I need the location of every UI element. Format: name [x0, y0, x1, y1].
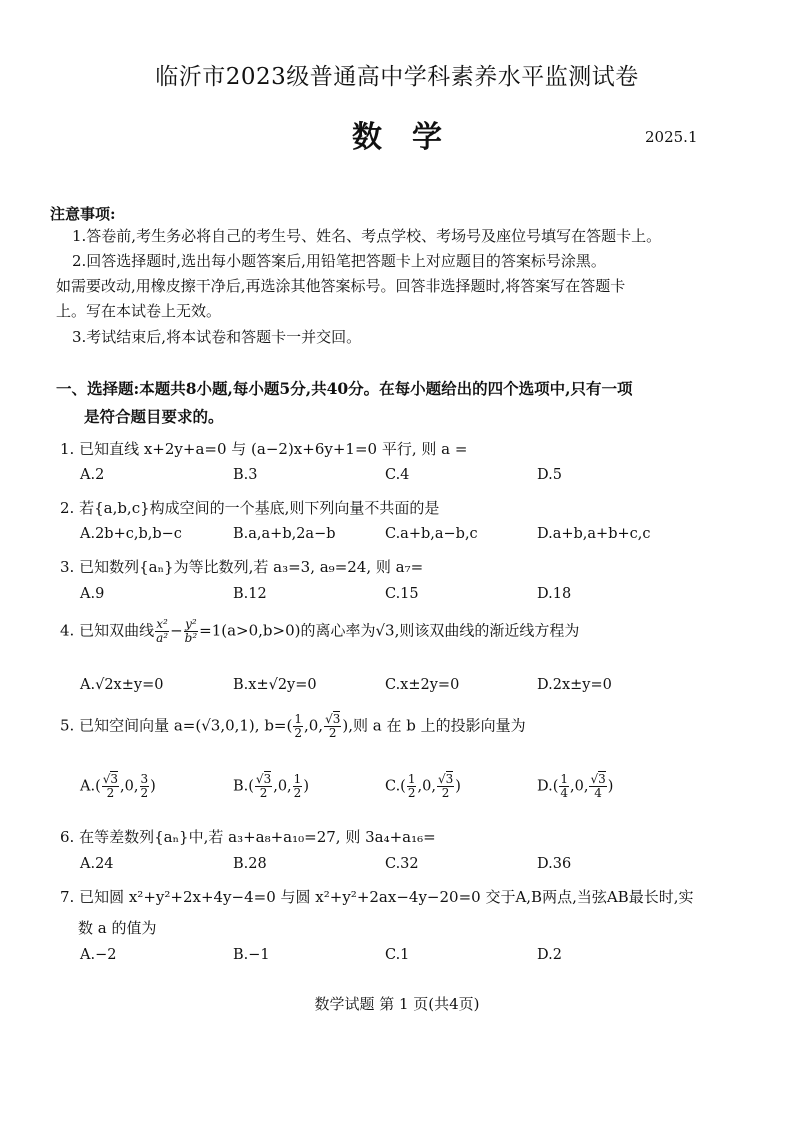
q3-option-c: C.15: [385, 586, 419, 602]
question-7-stem: 7. 已知圆 x²+y²+2x+4y−4=0 与圆 x²+y²+2ax−4y−20=0 交于A,B两点,当弦AB最长时,实: [60, 888, 694, 906]
q7-option-a: A.−2: [80, 947, 117, 963]
exam-title: 临沂市2023级普通高中学科素养水平监测试卷: [155, 64, 639, 90]
section-heading: 一、选择题:本题共8小题,每小题5分,共40分。在每小题给出的四个选项中,只有一项: [56, 379, 633, 398]
q4-option-c: C.x±2y=0: [385, 677, 460, 693]
page-footer: 数学试题 第 1 页(共4页): [314, 995, 480, 1013]
exam-date: 2025.1: [645, 128, 698, 146]
q6-option-c: C.32: [385, 856, 419, 872]
notes-heading: 注意事项:: [50, 205, 116, 223]
q5-option-c: C.( $\frac{1}{2}$ ,0, $\frac{√3}{2}$ ): [385, 772, 461, 800]
question-4-stem: 4. 已知双曲线 $\frac{\text{x²}}{\text{a²}}$ − $\frac{\text{y²}}{\text{b²}}$ =1(a>0,b>0)的离心率为√3,则该双曲线的渐近线方程为: [60, 617, 580, 645]
q5-option-d: D.( $\frac{1}{4}$ ,0, $\frac{√3}{4}$ ): [537, 772, 614, 800]
q5-option-b: B.( $\frac{√3}{2}$ ,0, $\frac{1}{2}$ ): [233, 772, 309, 800]
q7-option-c: C.1: [385, 947, 410, 963]
q5-frac-sqrt3-half: $\frac{√3}{2}$: [325, 712, 341, 740]
q7-option-b: B.−1: [233, 947, 270, 963]
section-heading-cont: 是符合题目要求的。: [84, 407, 224, 426]
q1-option-d: D.5: [537, 467, 562, 483]
q2-option-a: A.2b+c,b,b−c: [80, 526, 182, 542]
q4-option-b: B.x±√2y=0: [233, 677, 317, 693]
q2-option-b: B.a,a+b,2a−b: [233, 526, 336, 542]
q6-option-a: A.24: [80, 856, 114, 872]
q4-frac-y: $\frac{\text{y²}}{\text{b²}}$: [184, 617, 198, 645]
subject-title: 数学: [352, 120, 472, 155]
note-2a: 2.回答选择题时,选出每小题答案后,用铅笔把答题卡上对应题目的答案标号涂黑。: [72, 252, 606, 270]
note-1: 1.答卷前,考生务必将自己的考生号、姓名、考点学校、考场号及座位号填写在答题卡上。: [72, 227, 662, 245]
q1-option-a: A.2: [80, 467, 105, 483]
question-2-stem: 2. 若{a,b,c}构成空间的一个基底,则下列向量不共面的是: [60, 499, 440, 517]
q3-option-b: B.12: [233, 586, 267, 602]
q2-option-d: D.a+b,a+b+c,c: [537, 526, 651, 542]
q3-option-d: D.18: [537, 586, 572, 602]
q5-option-a: A.( $\frac{√3}{2}$ ,0, $\frac{3}{2}$ ): [80, 772, 156, 800]
q4-stem-post: =1(a>0,b>0)的离心率为√3,则该双曲线的渐近线方程为: [199, 621, 580, 640]
q6-option-b: B.28: [233, 856, 267, 872]
q4-option-a: A.√2x±y=0: [80, 677, 164, 693]
q7-option-d: D.2: [537, 947, 562, 963]
question-7-stem-cont: 数 a 的值为: [78, 919, 157, 937]
q1-option-c: C.4: [385, 467, 410, 483]
q1-option-b: B.3: [233, 467, 258, 483]
q5-stem-post: ),则 a 在 b 上的投影向量为: [342, 716, 526, 735]
note-2c: 上。写在本试卷上无效。: [56, 302, 222, 320]
question-5-stem: 5. 已知空间向量 a=(√3,0,1), b=( $\frac{1}{2}$ ,0, $\frac{√3}{2}$ ),则 a 在 b 上的投影向量为: [60, 712, 526, 740]
q5-stem-pre: 5. 已知空间向量 a=(√3,0,1), b=(: [60, 716, 293, 735]
question-6-stem: 6. 在等差数列{aₙ}中,若 a₃+a₈+a₁₀=27, 则 3a₄+a₁₆=: [60, 828, 436, 846]
note-3: 3.考试结束后,将本试卷和答题卡一并交回。: [72, 328, 362, 346]
question-1-stem: 1. 已知直线 x+2y+a=0 与 (a−2)x+6y+1=0 平行, 则 a =: [60, 440, 468, 458]
q5-frac-half: $\frac{1}{2}$: [294, 712, 302, 740]
q4-stem-pre: 4. 已知双曲线: [60, 621, 155, 640]
q3-option-a: A.9: [80, 586, 105, 602]
q4-option-d: D.2x±y=0: [537, 677, 612, 693]
q2-option-c: C.a+b,a−b,c: [385, 526, 478, 542]
q4-frac-x: $\frac{\text{x²}}{\text{a²}}$: [156, 617, 169, 645]
q6-option-d: D.36: [537, 856, 572, 872]
question-3-stem: 3. 已知数列{aₙ}为等比数列,若 a₃=3, a₉=24, 则 a₇=: [60, 558, 424, 576]
note-2b: 如需要改动,用橡皮擦干净后,再选涂其他答案标号。回答非选择题时,将答案写在答题卡: [56, 277, 626, 295]
